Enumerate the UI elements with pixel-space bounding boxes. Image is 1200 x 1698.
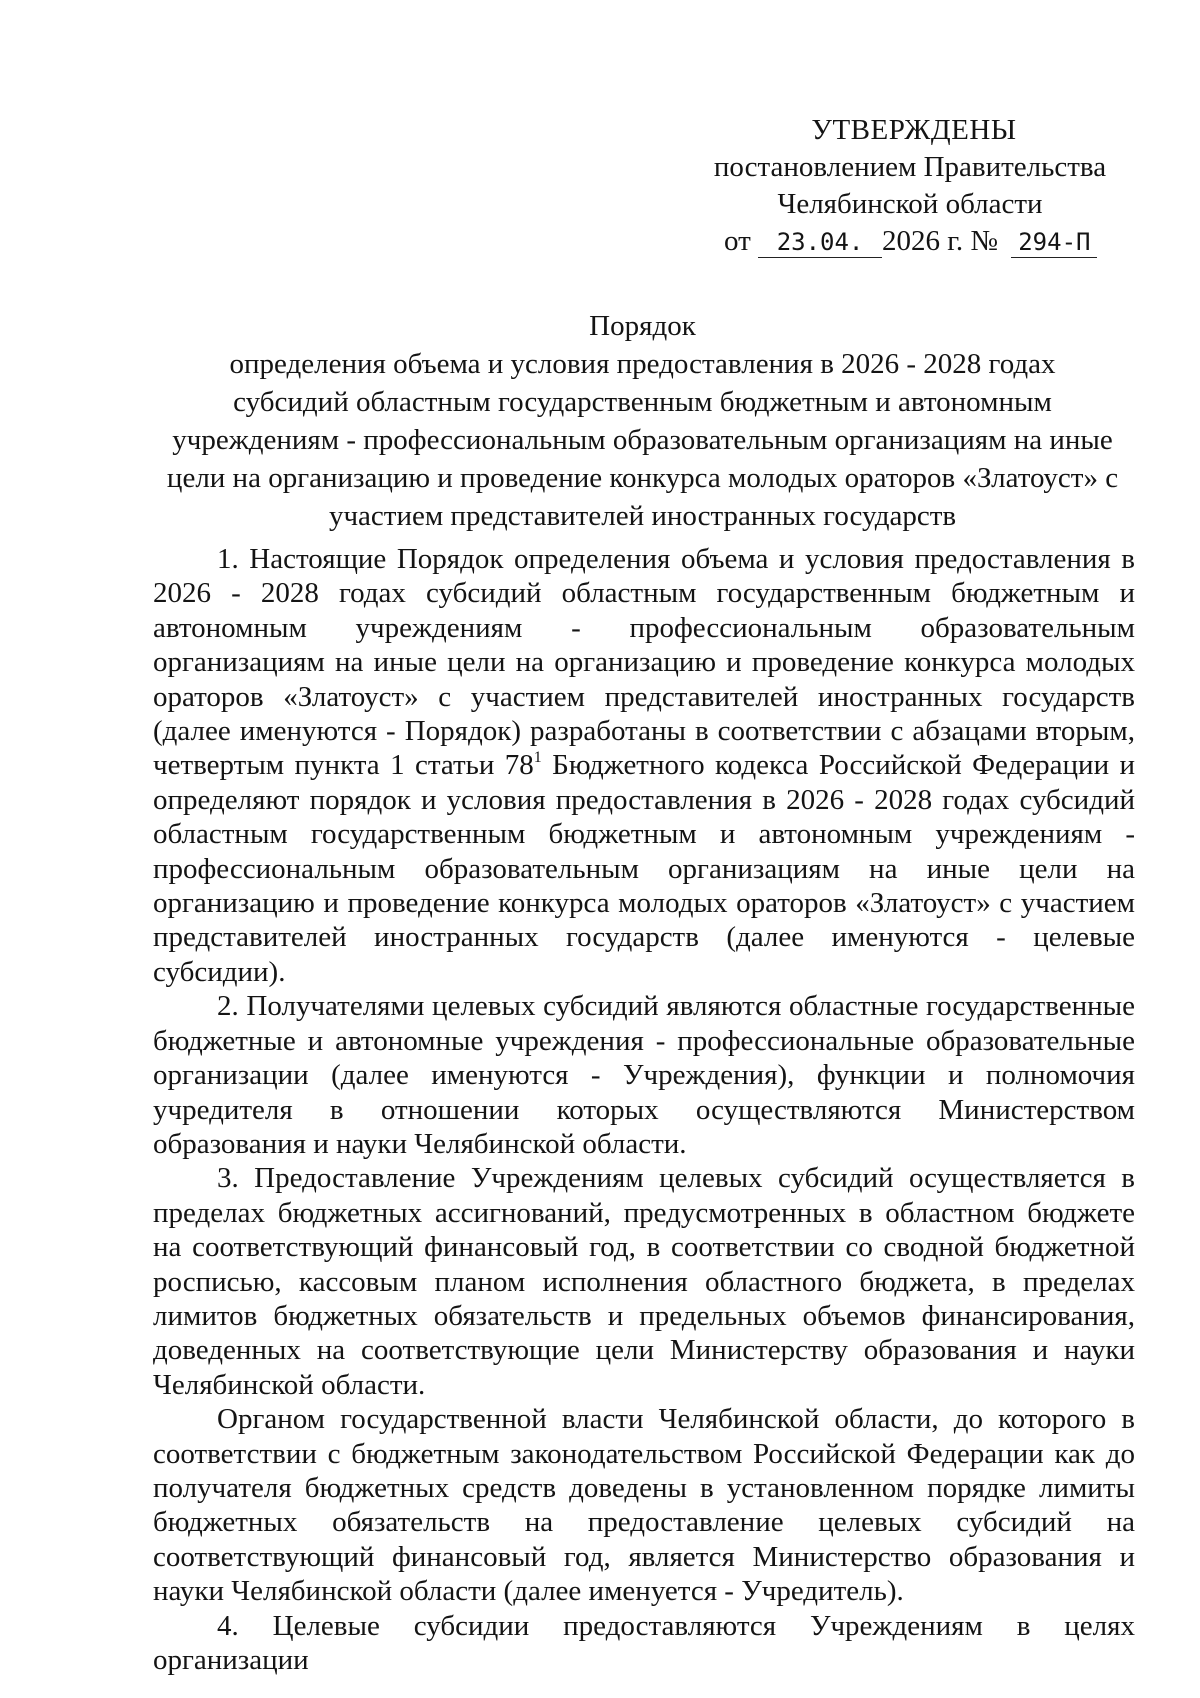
paragraph-2: 2. Получателями целевых субсидий являются областные государственные бюджетные и автономные учреждения - профессиональные образовательные организации (далее именуются - Учреждения), функции и полномочия учредителя в отношении которых осуществляются Министерством образования и науки Челябинской области.: [153, 990, 1135, 1160]
document-body: [153, 542, 1135, 1677]
paragraph-1-text-a: 1. Настоящие Порядок определения объема и условия предоставления в 2026 - 2028 годах субсидий областным государственным бюджетным и автономным учреждениям - профессиональным образовательным организациям на иные цели на организацию и проведение конкурса молодых ораторов «Златоуст» с участием представителей иностранных государств (далее именуются - Порядок) разработаны в соответствии с абзацами вторым, четвертым пункта 1 статьи 78: [153, 543, 1135, 782]
approval-date: 23.04.: [758, 227, 882, 258]
approval-line-2: Челябинской области: [777, 188, 1043, 220]
from-label: от: [724, 225, 751, 257]
paragraph-4: 4. Целевые субсидии предоставляются Учреждениям в целях организации: [153, 1609, 1135, 1676]
superscript-1: 1: [533, 749, 542, 767]
paragraph-1: [153, 542, 1135, 989]
heading-line: учреждениям - профессиональным образовательным организациям на иные: [172, 424, 1113, 456]
heading-line: определения объема и условия предоставления в 2026 - 2028 годах: [229, 348, 1056, 380]
document-heading: [150, 307, 1135, 535]
heading-line: цели на организацию и проведение конкурса молодых ораторов «Златоуст» с: [166, 462, 1119, 494]
approval-title: УТВЕРЖДЕНЫ: [811, 114, 1017, 146]
heading-line: участием представителей иностранных государств: [328, 500, 957, 532]
approval-number: 294-П: [1011, 227, 1097, 258]
approval-line-1: постановлением Правительства: [713, 151, 1107, 183]
heading-line: субсидий областным государственным бюджетным и автономным: [233, 386, 1052, 418]
approval-block: [700, 112, 1120, 260]
paragraph-3b: Органом государственной власти Челябинской области, до которого в соответствии с бюджетным законодательством Российской Федерации как до получателя бюджетных средств доведены в установленном порядке лимиты бюджетных обязательств на предоставление целевых субсидий на соответствующий финансовый год, является Министерство образования и науки Челябинской области (далее именуется - Учредитель).: [153, 1403, 1135, 1608]
heading-title: Порядок: [589, 310, 696, 342]
year-label: 2026 г. №: [882, 225, 999, 257]
approval-date-line: [700, 223, 1120, 260]
paragraph-1-text-b: Бюджетного кодекса Российской Федерации и определяют порядок и условия предоставления в 2026 - 2028 годах субсидий областным государственным бюджетным и автономным учреждениям - профессиональным образовательным организациям на иные цели на организацию и проведение конкурса молодых ораторов «Златоуст» с участием представителей иностранных государств (далее именуются - целевые субсидии).: [153, 749, 1135, 988]
paragraph-3: 3. Предоставление Учреждениям целевых субсидий осуществляется в пределах бюджетных ассигнований, предусмотренных в областном бюджете на соответствующий финансовый год, в соответствии со сводной бюджетной росписью, кассовым планом исполнения областного бюджета, в пределах лимитов бюджетных обязательств и предельных объемов финансирования, доведенных на соответствующие цели Министерству образования и науки Челябинской области.: [153, 1162, 1135, 1401]
